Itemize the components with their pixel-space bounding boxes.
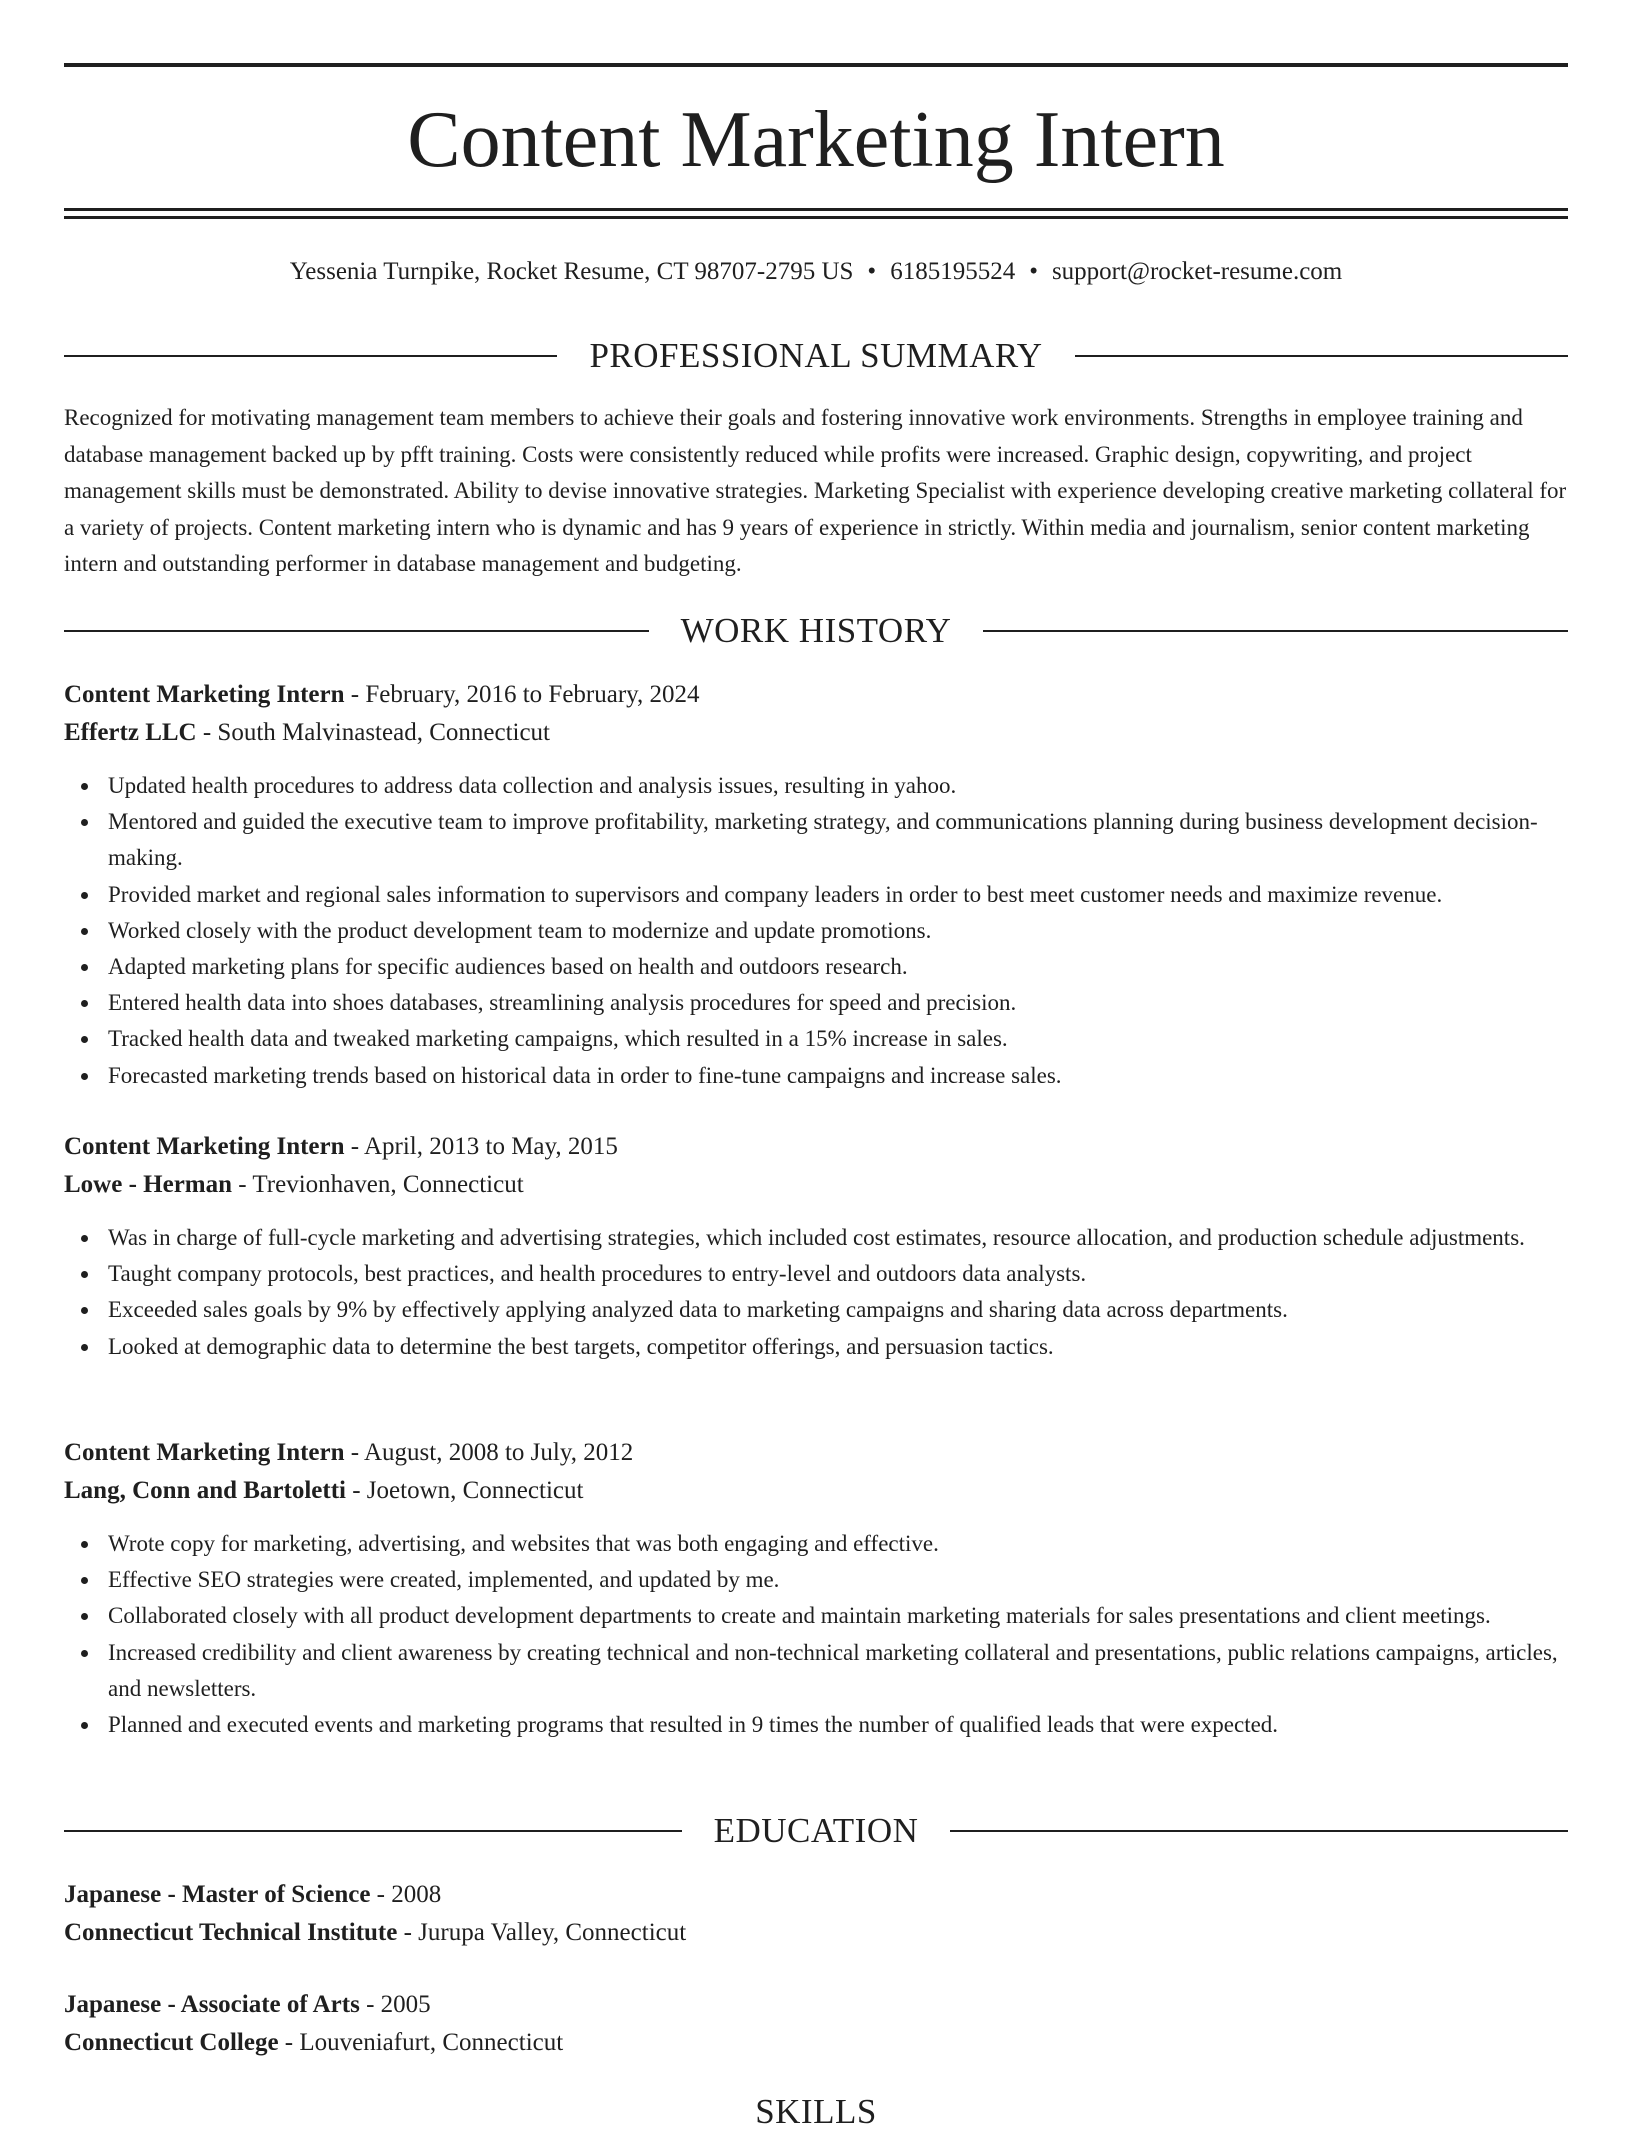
section-title: WORK HISTORY xyxy=(680,611,952,650)
job-entry xyxy=(64,676,1568,1094)
degree-line xyxy=(64,1986,1568,2024)
list-item xyxy=(64,1021,1568,1057)
job-role: Content Marketing Intern xyxy=(64,1133,345,1160)
list-item xyxy=(64,1526,1568,1562)
list-item xyxy=(64,1292,1568,1328)
bullet-text: Entered health data into shoes databases, streamlining analysis procedures for speed and precision. xyxy=(108,990,1017,1016)
heading-rule xyxy=(64,630,649,632)
bullet-text: Wrote copy for marketing, advertising, and websites that was both engaging and effective. xyxy=(108,1531,939,1556)
job-bullets xyxy=(64,1526,1568,1743)
job-title-line xyxy=(64,1128,1568,1166)
job-title-line xyxy=(64,676,1568,714)
education-entry xyxy=(64,1986,1568,2062)
contact-separator: • xyxy=(867,258,877,285)
job-company-line xyxy=(64,714,1568,752)
job-bullets xyxy=(64,1220,1568,1365)
bullet-text: Taught company protocols, best practices, and health procedures to entry-level and outdoors data analysts. xyxy=(108,1261,1087,1287)
degree-name: Japanese - Master of Science xyxy=(64,1881,371,1908)
job-dates: - August, 2008 to July, 2012 xyxy=(344,1439,634,1466)
bullet-dot xyxy=(81,1722,88,1729)
list-item xyxy=(64,1329,1568,1365)
bullet-dot xyxy=(81,1307,88,1314)
section-title: EDUCATION xyxy=(713,1811,919,1850)
bullet-dot xyxy=(81,1073,88,1080)
job-company-line xyxy=(64,1472,1568,1510)
resume-title: Content Marketing Intern xyxy=(407,96,1225,184)
bullet-dot xyxy=(81,1036,88,1043)
job-entry xyxy=(64,1434,1568,1743)
list-item xyxy=(64,768,1568,804)
bullet-dot xyxy=(81,892,88,899)
bullet-text: Worked closely with the product development team to modernize and update promotions. xyxy=(108,917,932,943)
school-line xyxy=(64,2024,1568,2062)
list-item xyxy=(64,877,1568,913)
bullet-text: Mentored and guided the executive team to improve profitability, marketing strategy, and communications planning during business development decision-making. xyxy=(108,809,1538,871)
bullet-text: Updated health procedures to address data collection and analysis issues, resulting in yahoo. xyxy=(108,773,957,798)
list-item xyxy=(64,1058,1568,1094)
bullet-dot xyxy=(81,1541,88,1548)
contact-separator: • xyxy=(1029,258,1038,285)
bullet-dot xyxy=(81,1271,88,1278)
bullet-text: Tracked health data and tweaked marketing campaigns, which resulted in a 15% increase in sales. xyxy=(108,1026,1008,1052)
bullet-dot xyxy=(81,819,88,826)
job-role: Content Marketing Intern xyxy=(64,681,345,708)
job-entry xyxy=(64,1128,1568,1365)
heading-rule xyxy=(983,630,1568,632)
heading-rule xyxy=(950,1830,1568,1832)
degree-year: - 2005 xyxy=(359,1991,431,2018)
list-item xyxy=(64,1256,1568,1292)
section-heading-skills xyxy=(64,2092,1568,2132)
school-name: Connecticut Technical Institute xyxy=(64,1919,398,1946)
bullet-text: Forecasted marketing trends based on historical data in order to fine-tune campaigns and increase sales. xyxy=(108,1062,1062,1088)
heading-rule xyxy=(64,355,557,357)
title-rule-upper xyxy=(64,208,1568,211)
bullet-text: Looked at demographic data to determine the best targets, competitor offerings, and persuasion tactics. xyxy=(108,1333,1054,1359)
job-company: Effertz LLC xyxy=(64,719,197,746)
section-heading-work xyxy=(64,611,1568,651)
heading-rule xyxy=(64,1830,682,1832)
bullet-text: Was in charge of full-cycle marketing and advertising strategies, which included cost estimates, resource allocation, and production schedule adjustments. xyxy=(108,1225,1525,1250)
job-company-line xyxy=(64,1166,1568,1204)
summary-text: Recognized for motivating management team members to achieve their goals and fostering innovative work environments. Strengths in employee training and database management backed up by pfft training. Costs were consistently reduced while profits were increased. Graphic design, copywriting, and project management skills must be demonstrated. Ability to devise innovative strategies. Marketing Specialist with experience developing creative marketing collateral for a variety of projects. Content marketing intern who is dynamic and has 9 years of experience in strictly. Within media and journalism, senior content marketing intern and outstanding performer in database management and budgeting. xyxy=(64,405,1567,576)
list-item xyxy=(64,1562,1568,1598)
bullet-dot xyxy=(81,1650,88,1657)
bullet-dot xyxy=(81,1235,88,1242)
list-item xyxy=(64,985,1568,1021)
bullet-text: Increased credibility and client awareness by creating technical and non-technical marketing collateral and presentations, public relations campaigns, articles, and newsletters. xyxy=(108,1639,1558,1701)
contact-email: support@rocket-resume.com xyxy=(1051,258,1343,285)
list-item xyxy=(64,1598,1568,1634)
school-location: - Jurupa Valley, Connecticut xyxy=(397,1919,687,1946)
section-title: PROFESSIONAL SUMMARY xyxy=(589,336,1043,375)
section-title: SKILLS xyxy=(755,2092,877,2131)
education-entry xyxy=(64,1876,1568,1952)
bullet-dot xyxy=(81,783,88,790)
school-line xyxy=(64,1914,1568,1952)
job-location: - South Malvinastead, Connecticut xyxy=(196,719,550,746)
list-item xyxy=(64,1635,1568,1707)
list-item xyxy=(64,949,1568,985)
contact-address: Yessenia Turnpike, Rocket Resume, CT 98707-2795 US xyxy=(289,258,854,285)
bullet-text: Collaborated closely with all product development departments to create and maintain marketing materials for sales presentations and client meetings. xyxy=(108,1603,1491,1629)
section-heading-summary xyxy=(64,336,1568,376)
job-location: - Joetown, Connecticut xyxy=(345,1477,584,1504)
job-location: - Trevionhaven, Connecticut xyxy=(232,1171,524,1198)
list-item xyxy=(64,913,1568,949)
section-heading-education xyxy=(64,1811,1568,1851)
degree-line xyxy=(64,1876,1568,1914)
bullet-dot xyxy=(81,1577,88,1584)
bullet-dot xyxy=(81,1344,88,1351)
heading-rule xyxy=(1075,355,1568,357)
bullet-dot xyxy=(81,1000,88,1007)
bullet-text: Effective SEO strategies were created, implemented, and updated by me. xyxy=(108,1567,780,1593)
job-bullets xyxy=(64,768,1568,1094)
degree-name: Japanese - Associate of Arts xyxy=(64,1991,360,2018)
list-item xyxy=(64,1220,1568,1256)
job-dates: - February, 2016 to February, 2024 xyxy=(344,681,700,708)
bullet-dot xyxy=(81,928,88,935)
job-company: Lowe - Herman xyxy=(64,1171,233,1198)
school-name: Connecticut College xyxy=(64,2029,279,2056)
bullet-text: Planned and executed events and marketing programs that resulted in 9 times the number of qualified leads that were expected. xyxy=(108,1712,1279,1738)
degree-year: - 2008 xyxy=(370,1881,442,1908)
contact-phone: 6185195524 xyxy=(890,258,1016,285)
job-dates: - April, 2013 to May, 2015 xyxy=(344,1133,618,1160)
top-rule xyxy=(64,63,1568,67)
bullet-text: Exceeded sales goals by 9% by effectively applying analyzed data to marketing campaigns and sharing data across departments. xyxy=(108,1297,1288,1323)
bullet-dot xyxy=(81,964,88,971)
list-item xyxy=(64,1707,1568,1743)
list-item xyxy=(64,804,1568,876)
title-rule-lower xyxy=(64,216,1568,219)
bullet-dot xyxy=(81,1613,88,1620)
school-location: - Louveniafurt, Connecticut xyxy=(278,2029,564,2056)
job-company: Lang, Conn and Bartoletti xyxy=(64,1477,346,1504)
bullet-text: Provided market and regional sales information to supervisors and company leaders in order to best meet customer needs and maximize revenue. xyxy=(108,881,1443,907)
contact-line xyxy=(64,256,1568,288)
bullet-text: Adapted marketing plans for specific audiences based on health and outdoors research. xyxy=(108,954,908,980)
job-title-line xyxy=(64,1434,1568,1472)
job-role: Content Marketing Intern xyxy=(64,1439,345,1466)
